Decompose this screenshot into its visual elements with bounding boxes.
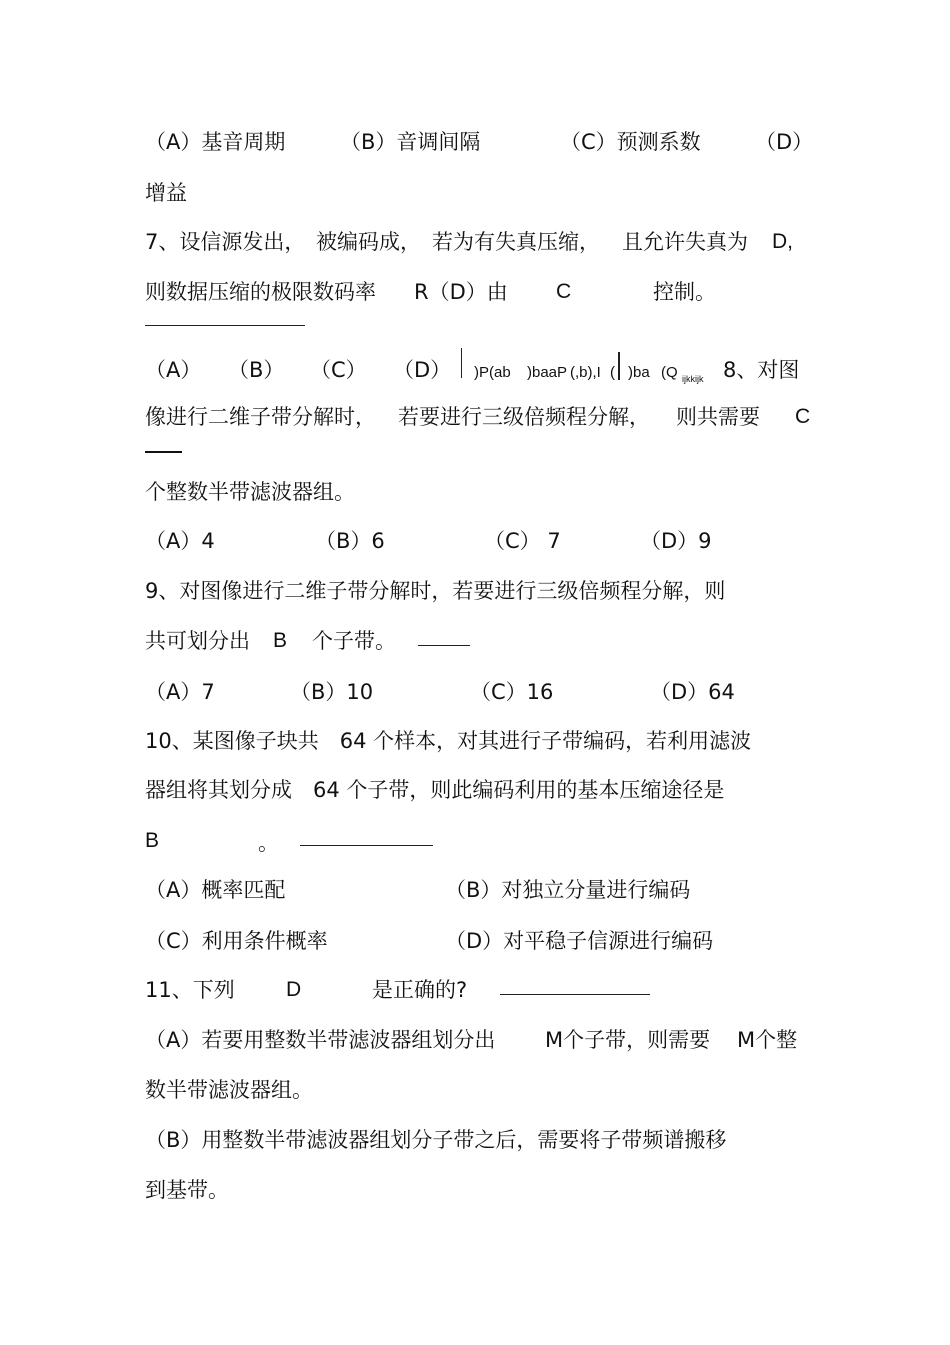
q10-option-d: （D）对平稳子信源进行编码 [445,929,714,953]
formula-part-2: )baaP [527,364,568,381]
q10-option-b: （B）对独立分量进行编码 [445,878,691,902]
q11-option-a-part-1: （A）若要用整数半带滤波器组划分出 [145,1028,496,1052]
q7-answer-blank [145,325,305,326]
q9-answer: B [273,629,288,652]
q7-line2-a: 则数据压缩的极限数码率 [145,280,376,304]
q11-option-b-continued: 到基带。 [145,1178,229,1202]
q8-answer-blank [145,451,182,453]
q8-answer: C [795,405,811,428]
q6-option-d: （D） [755,130,814,154]
q11-option-a-continued: 数半带滤波器组。 [145,1078,313,1102]
formula-part-3: (,b),I [570,364,601,381]
q9-option-d: （D）64 [650,680,735,704]
q8-line2-b: 若要进行三级倍频程分解， [398,405,650,429]
q8-line3: 个整数半带滤波器组。 [145,480,355,504]
formula-part-5: )ba [628,364,650,381]
q7-line2-b: R（D）由 [414,280,508,304]
q11-line1-b: 是正确的? [372,978,468,1002]
q8-line2-c: 则共需要 [676,405,760,429]
q8-option-d: （D）9 [640,529,712,553]
q7-answer: C [556,280,572,303]
formula-part-1: )P(ab [474,364,511,381]
q10-line1: 10、某图像子块共 64 个样本，对其进行子带编码，若利用滤波 [145,729,752,753]
q8-option-c: （C） 7 [484,529,561,553]
q9-line2-b: 个子带。 [312,629,396,653]
q7-text-part-2: 被编码成， [316,230,421,254]
q10-answer: B [145,829,160,852]
q10-line2: 器组将其划分成 64 个子带，则此编码利用的基本压缩途径是 [145,778,725,802]
q11-option-a-part-3: M个整 [737,1028,798,1052]
q7-option-c: （C） [310,358,367,382]
q8-text-part-1: 8、对图 [723,358,800,382]
formula-part-4: ( [610,364,615,381]
q11-answer-blank [500,994,650,995]
q7-text-part-1: 7、设信源发出， [145,230,306,254]
q9-line1: 9、对图像进行二维子带分解时，若要进行三级倍频程分解，则 [145,579,726,603]
q11-answer: D [286,978,302,1001]
q9-answer-blank [418,645,470,646]
q7-line2-c: 控制。 [653,280,716,304]
q6-option-a: （A）基音周期 [145,130,286,154]
q8-option-a: （A）4 [145,529,215,553]
q11-line1-a: 11、下列 [145,978,235,1002]
formula-part-6: (Q [661,364,678,381]
q7-text-part-3: 若为有失真压缩， [432,230,600,254]
q7-option-d: （D） [393,358,452,382]
q10-answer-blank [300,845,433,846]
q7-option-a: （A） [145,358,202,382]
q7-text-part-5: D, [772,230,793,253]
q7-option-b: （B） [228,358,285,382]
q10-option-a: （A）概率匹配 [145,878,286,902]
q6-option-b: （B）音调间隔 [340,130,481,154]
q9-option-c: （C）16 [470,680,554,704]
q6-option-d-continued: 增益 [145,181,187,205]
q10-option-c: （C）利用条件概率 [145,929,328,953]
q8-option-b: （B）6 [315,529,385,553]
formula-vertical-bar [461,348,462,378]
q11-option-b: （B）用整数半带滤波器组划分子带之后，需要将子带频谱搬移 [145,1128,727,1152]
q10-end-mark: 。 [258,831,279,855]
q6-option-c: （C）预测系数 [560,130,701,154]
q11-option-a-part-2: M个子带，则需要 [545,1028,711,1052]
q7-text-part-4: 且允许失真为 [622,230,748,254]
q9-option-b: （B）10 [290,680,374,704]
formula-vertical-bar-2 [618,352,620,380]
q9-line2-a: 共可划分出 [145,629,250,653]
q9-option-a: （A）7 [145,680,215,704]
q8-line2-a: 像进行二维子带分解时， [145,405,376,429]
formula-subscript: ijkkijk [682,374,704,384]
